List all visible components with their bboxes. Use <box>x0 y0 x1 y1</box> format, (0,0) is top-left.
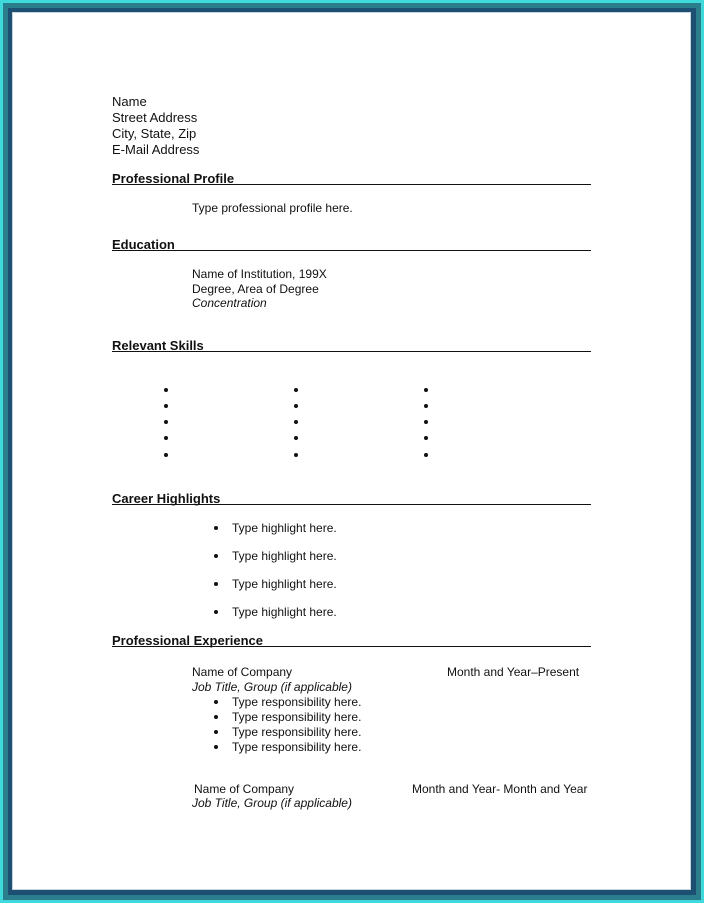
section-title-profile: Professional Profile <box>112 171 235 186</box>
section-rule <box>112 184 591 185</box>
skill-bullet <box>294 436 298 440</box>
skill-bullet <box>424 453 428 457</box>
section-rule <box>112 504 591 505</box>
skill-bullet <box>164 436 168 440</box>
job-company: Name of Company <box>194 782 295 796</box>
highlight-item: Type highlight here. <box>232 577 337 591</box>
education-degree: Degree, Area of Degree <box>192 282 319 296</box>
job-title: Job Title, Group (if applicable) <box>192 796 352 810</box>
skill-bullet <box>164 388 168 392</box>
skill-bullet <box>294 453 298 457</box>
contact-email: E-Mail Address <box>112 142 200 157</box>
section-rule <box>112 646 591 647</box>
skill-bullet <box>294 404 298 408</box>
highlight-item: Type highlight here. <box>232 605 337 619</box>
section-title-skills: Relevant Skills <box>112 338 204 353</box>
contact-name: Name <box>112 94 147 109</box>
section-title-highlights: Career Highlights <box>112 491 221 506</box>
section-rule <box>112 351 591 352</box>
job-duty: Type responsibility here. <box>232 710 362 724</box>
job-duty: Type responsibility here. <box>232 725 362 739</box>
section-title-experience: Professional Experience <box>112 633 264 648</box>
contact-city: City, State, Zip <box>112 126 197 141</box>
profile-text: Type professional profile here. <box>192 201 353 215</box>
job-title: Job Title, Group (if applicable) <box>192 680 352 694</box>
job-company: Name of Company <box>192 665 293 679</box>
contact-street: Street Address <box>112 110 198 125</box>
section-title-education: Education <box>112 237 175 252</box>
education-concentration: Concentration <box>192 296 267 310</box>
skill-bullet <box>424 388 428 392</box>
skill-bullet <box>424 404 428 408</box>
highlight-item: Type highlight here. <box>232 521 337 535</box>
job-duty: Type responsibility here. <box>232 740 362 754</box>
skill-bullet <box>424 420 428 424</box>
job-dates: Month and Year–Present <box>447 665 580 679</box>
skill-bullet <box>164 420 168 424</box>
job-duty: Type responsibility here. <box>232 695 362 709</box>
job-dates: Month and Year- Month and Year <box>412 782 588 796</box>
resume-page <box>12 12 691 890</box>
education-institution: Name of Institution, 199X <box>192 267 327 281</box>
skill-bullet <box>164 404 168 408</box>
section-rule <box>112 250 591 251</box>
skill-bullet <box>294 388 298 392</box>
highlight-item: Type highlight here. <box>232 549 337 563</box>
skill-bullet <box>164 453 168 457</box>
skill-bullet <box>294 420 298 424</box>
skill-bullet <box>424 436 428 440</box>
